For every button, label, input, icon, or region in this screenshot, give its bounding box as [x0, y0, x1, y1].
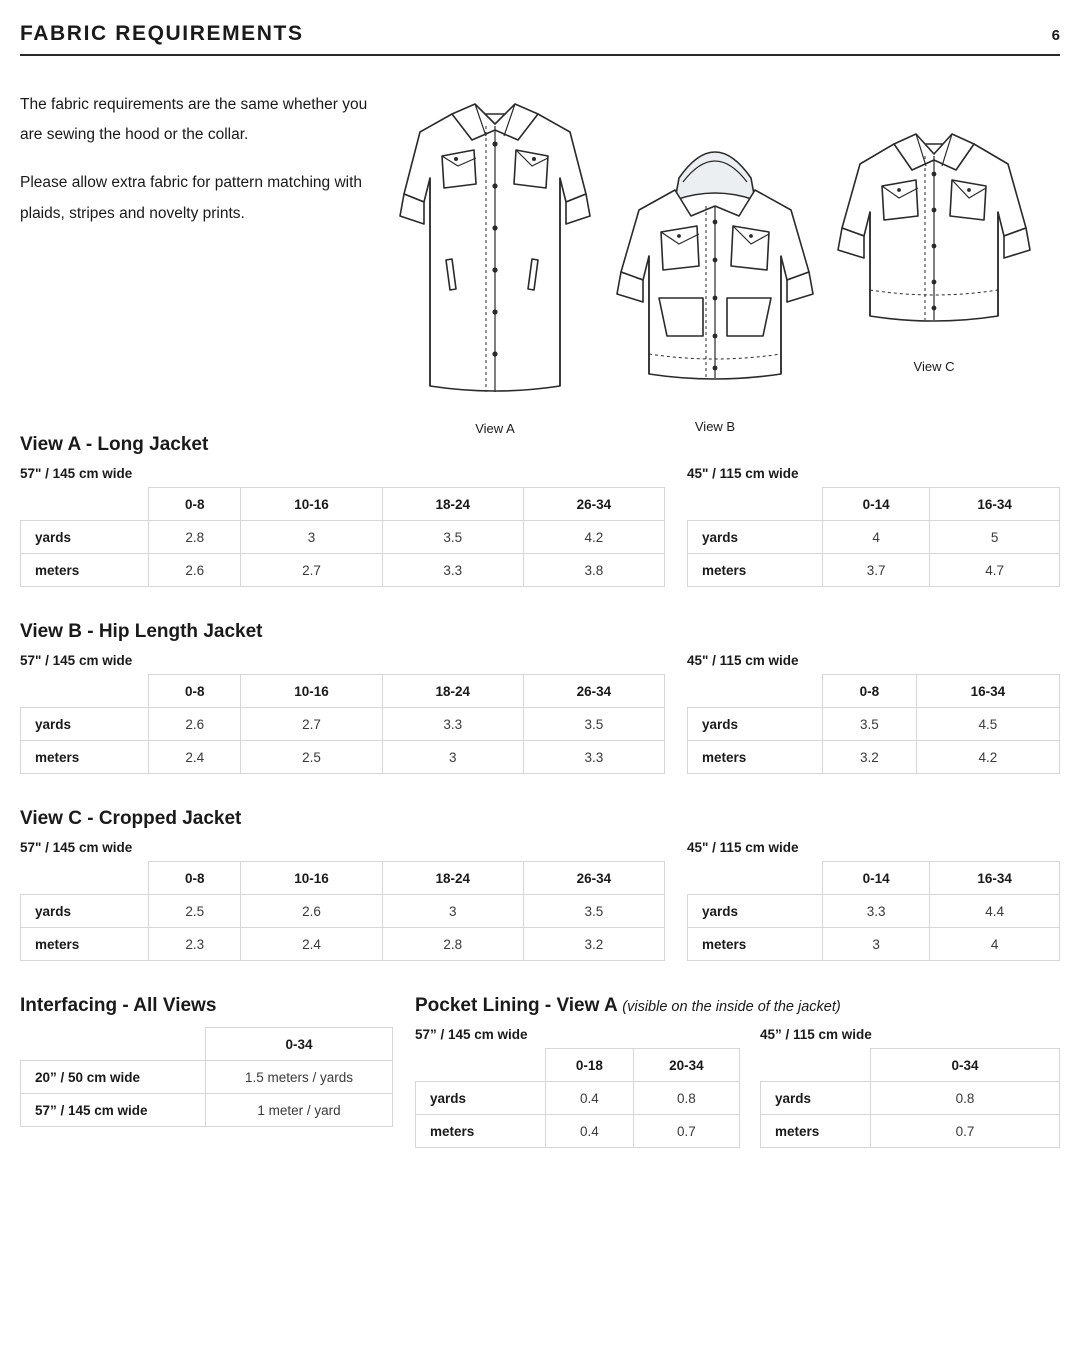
pocket-lining-narrow-table — [760, 1048, 1060, 1148]
table-row — [761, 1115, 1060, 1148]
table-header-cell: 20-34 — [633, 1049, 739, 1082]
table-row — [21, 895, 665, 928]
table-corner — [688, 488, 823, 521]
table-header-cell: 0-14 — [823, 488, 930, 521]
table-corner — [21, 488, 149, 521]
table-cell: 4.7 — [930, 554, 1060, 587]
pocket-lining-title-text: Pocket Lining - View A — [415, 995, 617, 1016]
view-a-narrow-block — [687, 466, 1060, 587]
table-cell: 3 — [382, 741, 523, 774]
view-c-wide-table — [20, 861, 665, 961]
table-header-cell: 16-34 — [930, 862, 1060, 895]
view-b-narrow-block — [687, 653, 1060, 774]
table-cell: 3 — [241, 521, 382, 554]
page-title: FABRIC REQUIREMENTS — [20, 22, 304, 45]
view-c-wide-label: 57" / 145 cm wide — [20, 840, 133, 855]
table-header-cell: 0-8 — [149, 488, 241, 521]
pocket-lining-wide-block — [415, 1027, 740, 1148]
table-corner — [688, 862, 823, 895]
illustration-view-c — [828, 112, 1040, 374]
table-cell: 0.8 — [633, 1082, 739, 1115]
row-label: meters — [688, 741, 823, 774]
pocket-lining-narrow-block — [760, 1027, 1060, 1148]
jacket-hip-hooded-icon — [605, 122, 825, 412]
view-b-wide-table — [20, 674, 665, 774]
row-label: meters — [21, 741, 149, 774]
table-header-cell: 18-24 — [382, 675, 523, 708]
view-a-narrow-label: 45" / 115 cm wide — [687, 466, 799, 481]
table-row — [688, 521, 1060, 554]
view-b-narrow-table — [687, 674, 1060, 774]
view-a-wide-block — [20, 466, 665, 587]
table-cell: 3.7 — [823, 554, 930, 587]
table-header-cell: 26-34 — [523, 862, 664, 895]
row-label: yards — [21, 895, 149, 928]
table-row — [416, 1082, 740, 1115]
table-cell: 2.6 — [241, 895, 382, 928]
table-cell: 0.7 — [633, 1115, 739, 1148]
view-c-narrow-table — [687, 861, 1060, 961]
table-header-cell: 0-8 — [149, 862, 241, 895]
row-label: meters — [688, 928, 823, 961]
table-cell: 1.5 meters / yards — [206, 1061, 393, 1094]
table-cell: 3.2 — [523, 928, 664, 961]
table-cell: 2.8 — [149, 521, 241, 554]
table-row — [21, 554, 665, 587]
page-header — [20, 0, 1060, 56]
illustration-group — [380, 74, 1060, 434]
table-row — [688, 928, 1060, 961]
table-cell: 2.4 — [241, 928, 382, 961]
table-cell: 3.3 — [382, 708, 523, 741]
table-row — [688, 708, 1060, 741]
table-cell: 2.4 — [149, 741, 241, 774]
table-corner — [761, 1049, 871, 1082]
table-header-cell: 18-24 — [382, 488, 523, 521]
table-row — [21, 1094, 393, 1127]
pocket-lining-wide-table — [415, 1048, 740, 1148]
table-row — [21, 521, 665, 554]
view-b-narrow-label: 45" / 115 cm wide — [687, 653, 799, 668]
table-cell: 3.8 — [523, 554, 664, 587]
table-cell: 2.5 — [241, 741, 382, 774]
table-row — [21, 741, 665, 774]
row-label: meters — [688, 554, 823, 587]
view-a-title: View A - Long Jacket — [20, 434, 209, 455]
interfacing-block — [20, 995, 415, 1148]
table-header-cell: 0-8 — [823, 675, 917, 708]
row-label: meters — [416, 1115, 546, 1148]
table-header-cell: 18-24 — [382, 862, 523, 895]
interfacing-table — [20, 1027, 393, 1127]
table-row — [21, 708, 665, 741]
bottom-block — [20, 995, 1060, 1148]
row-label: 20” / 50 cm wide — [21, 1061, 206, 1094]
pocket-lining-wide-label: 57” / 145 cm wide — [415, 1027, 528, 1042]
table-cell: 3.5 — [382, 521, 523, 554]
table-header-cell: 0-14 — [823, 862, 930, 895]
view-section-c — [20, 808, 1060, 961]
illustration-view-b — [605, 122, 825, 434]
intro-paragraph-1: The fabric requirements are the same whether you are sewing the hood or the collar. — [20, 96, 368, 144]
table-row — [688, 895, 1060, 928]
view-a-narrow-table — [687, 487, 1060, 587]
pocket-lining-title — [415, 995, 1060, 1017]
page-number: 6 — [1051, 27, 1060, 44]
table-header-cell: 10-16 — [241, 862, 382, 895]
row-label: yards — [688, 521, 823, 554]
table-cell: 3.3 — [523, 741, 664, 774]
row-label: meters — [761, 1115, 871, 1148]
table-cell: 3.5 — [823, 708, 917, 741]
view-c-title: View C - Cropped Jacket — [20, 808, 242, 829]
intro-text — [20, 74, 370, 434]
table-cell: 5 — [930, 521, 1060, 554]
table-corner — [21, 1028, 206, 1061]
table-cell: 3.5 — [523, 708, 664, 741]
view-section-b — [20, 621, 1060, 774]
pocket-lining-block — [415, 995, 1060, 1148]
row-label: yards — [21, 521, 149, 554]
table-cell: 3 — [823, 928, 930, 961]
interfacing-title: Interfacing - All Views — [20, 995, 217, 1016]
table-corner — [21, 675, 149, 708]
table-header-cell: 26-34 — [523, 488, 664, 521]
table-cell: 2.8 — [382, 928, 523, 961]
pocket-lining-note: (visible on the inside of the jacket) — [622, 999, 841, 1015]
table-header-cell: 0-18 — [546, 1049, 634, 1082]
table-header-cell: 16-34 — [916, 675, 1059, 708]
table-cell: 0.8 — [871, 1082, 1060, 1115]
row-label: yards — [761, 1082, 871, 1115]
row-label: yards — [688, 895, 823, 928]
view-a-wide-label: 57" / 145 cm wide — [20, 466, 133, 481]
table-cell: 2.7 — [241, 554, 382, 587]
caption-view-b: View B — [694, 419, 736, 434]
table-cell: 4 — [823, 521, 930, 554]
row-label: yards — [416, 1082, 546, 1115]
intro-and-illustrations — [20, 74, 1060, 434]
view-c-narrow-block — [687, 840, 1060, 961]
table-cell: 3.2 — [823, 741, 917, 774]
row-label: yards — [688, 708, 823, 741]
caption-view-c: View C — [913, 359, 955, 374]
table-corner — [416, 1049, 546, 1082]
table-row — [21, 1061, 393, 1094]
intro-paragraph-2: Please allow extra fabric for pattern matching with plaids, stripes and novelty prints. — [20, 174, 363, 222]
table-cell: 4.2 — [523, 521, 664, 554]
table-cell: 4 — [930, 928, 1060, 961]
table-cell: 3.3 — [823, 895, 930, 928]
view-a-wide-table — [20, 487, 665, 587]
table-cell: 1 meter / yard — [206, 1094, 393, 1127]
view-b-wide-label: 57" / 145 cm wide — [20, 653, 133, 668]
table-header-cell: 10-16 — [241, 675, 382, 708]
table-cell: 0.4 — [546, 1082, 634, 1115]
row-label: meters — [21, 554, 149, 587]
table-cell: 3.3 — [382, 554, 523, 587]
table-cell: 0.7 — [871, 1115, 1060, 1148]
table-corner — [688, 675, 823, 708]
table-row — [761, 1082, 1060, 1115]
pocket-lining-narrow-label: 45” / 115 cm wide — [760, 1027, 872, 1042]
view-b-title: View B - Hip Length Jacket — [20, 621, 263, 642]
table-row — [688, 554, 1060, 587]
table-header-cell: 26-34 — [523, 675, 664, 708]
table-header-cell: 0-34 — [206, 1028, 393, 1061]
table-cell: 2.6 — [149, 708, 241, 741]
row-label: yards — [21, 708, 149, 741]
view-c-wide-block — [20, 840, 665, 961]
table-cell: 3.5 — [523, 895, 664, 928]
view-c-narrow-label: 45" / 115 cm wide — [687, 840, 799, 855]
table-cell: 4.5 — [916, 708, 1059, 741]
table-cell: 2.7 — [241, 708, 382, 741]
view-b-wide-block — [20, 653, 665, 774]
illustration-view-a — [390, 74, 600, 436]
table-cell: 2.6 — [149, 554, 241, 587]
table-cell: 0.4 — [546, 1115, 634, 1148]
table-row — [21, 928, 665, 961]
table-corner — [21, 862, 149, 895]
jacket-long-icon — [390, 74, 600, 414]
table-header-cell: 16-34 — [930, 488, 1060, 521]
table-cell: 4.4 — [930, 895, 1060, 928]
caption-view-a: View A — [475, 421, 515, 436]
table-header-cell: 10-16 — [241, 488, 382, 521]
table-cell: 3 — [382, 895, 523, 928]
table-cell: 4.2 — [916, 741, 1059, 774]
table-header-cell: 0-8 — [149, 675, 241, 708]
jacket-cropped-icon — [828, 112, 1040, 352]
table-row — [416, 1115, 740, 1148]
row-label: meters — [21, 928, 149, 961]
table-cell: 2.5 — [149, 895, 241, 928]
view-section-a — [20, 434, 1060, 587]
table-row — [688, 741, 1060, 774]
table-cell: 2.3 — [149, 928, 241, 961]
row-label: 57” / 145 cm wide — [21, 1094, 206, 1127]
table-header-cell: 0-34 — [871, 1049, 1060, 1082]
